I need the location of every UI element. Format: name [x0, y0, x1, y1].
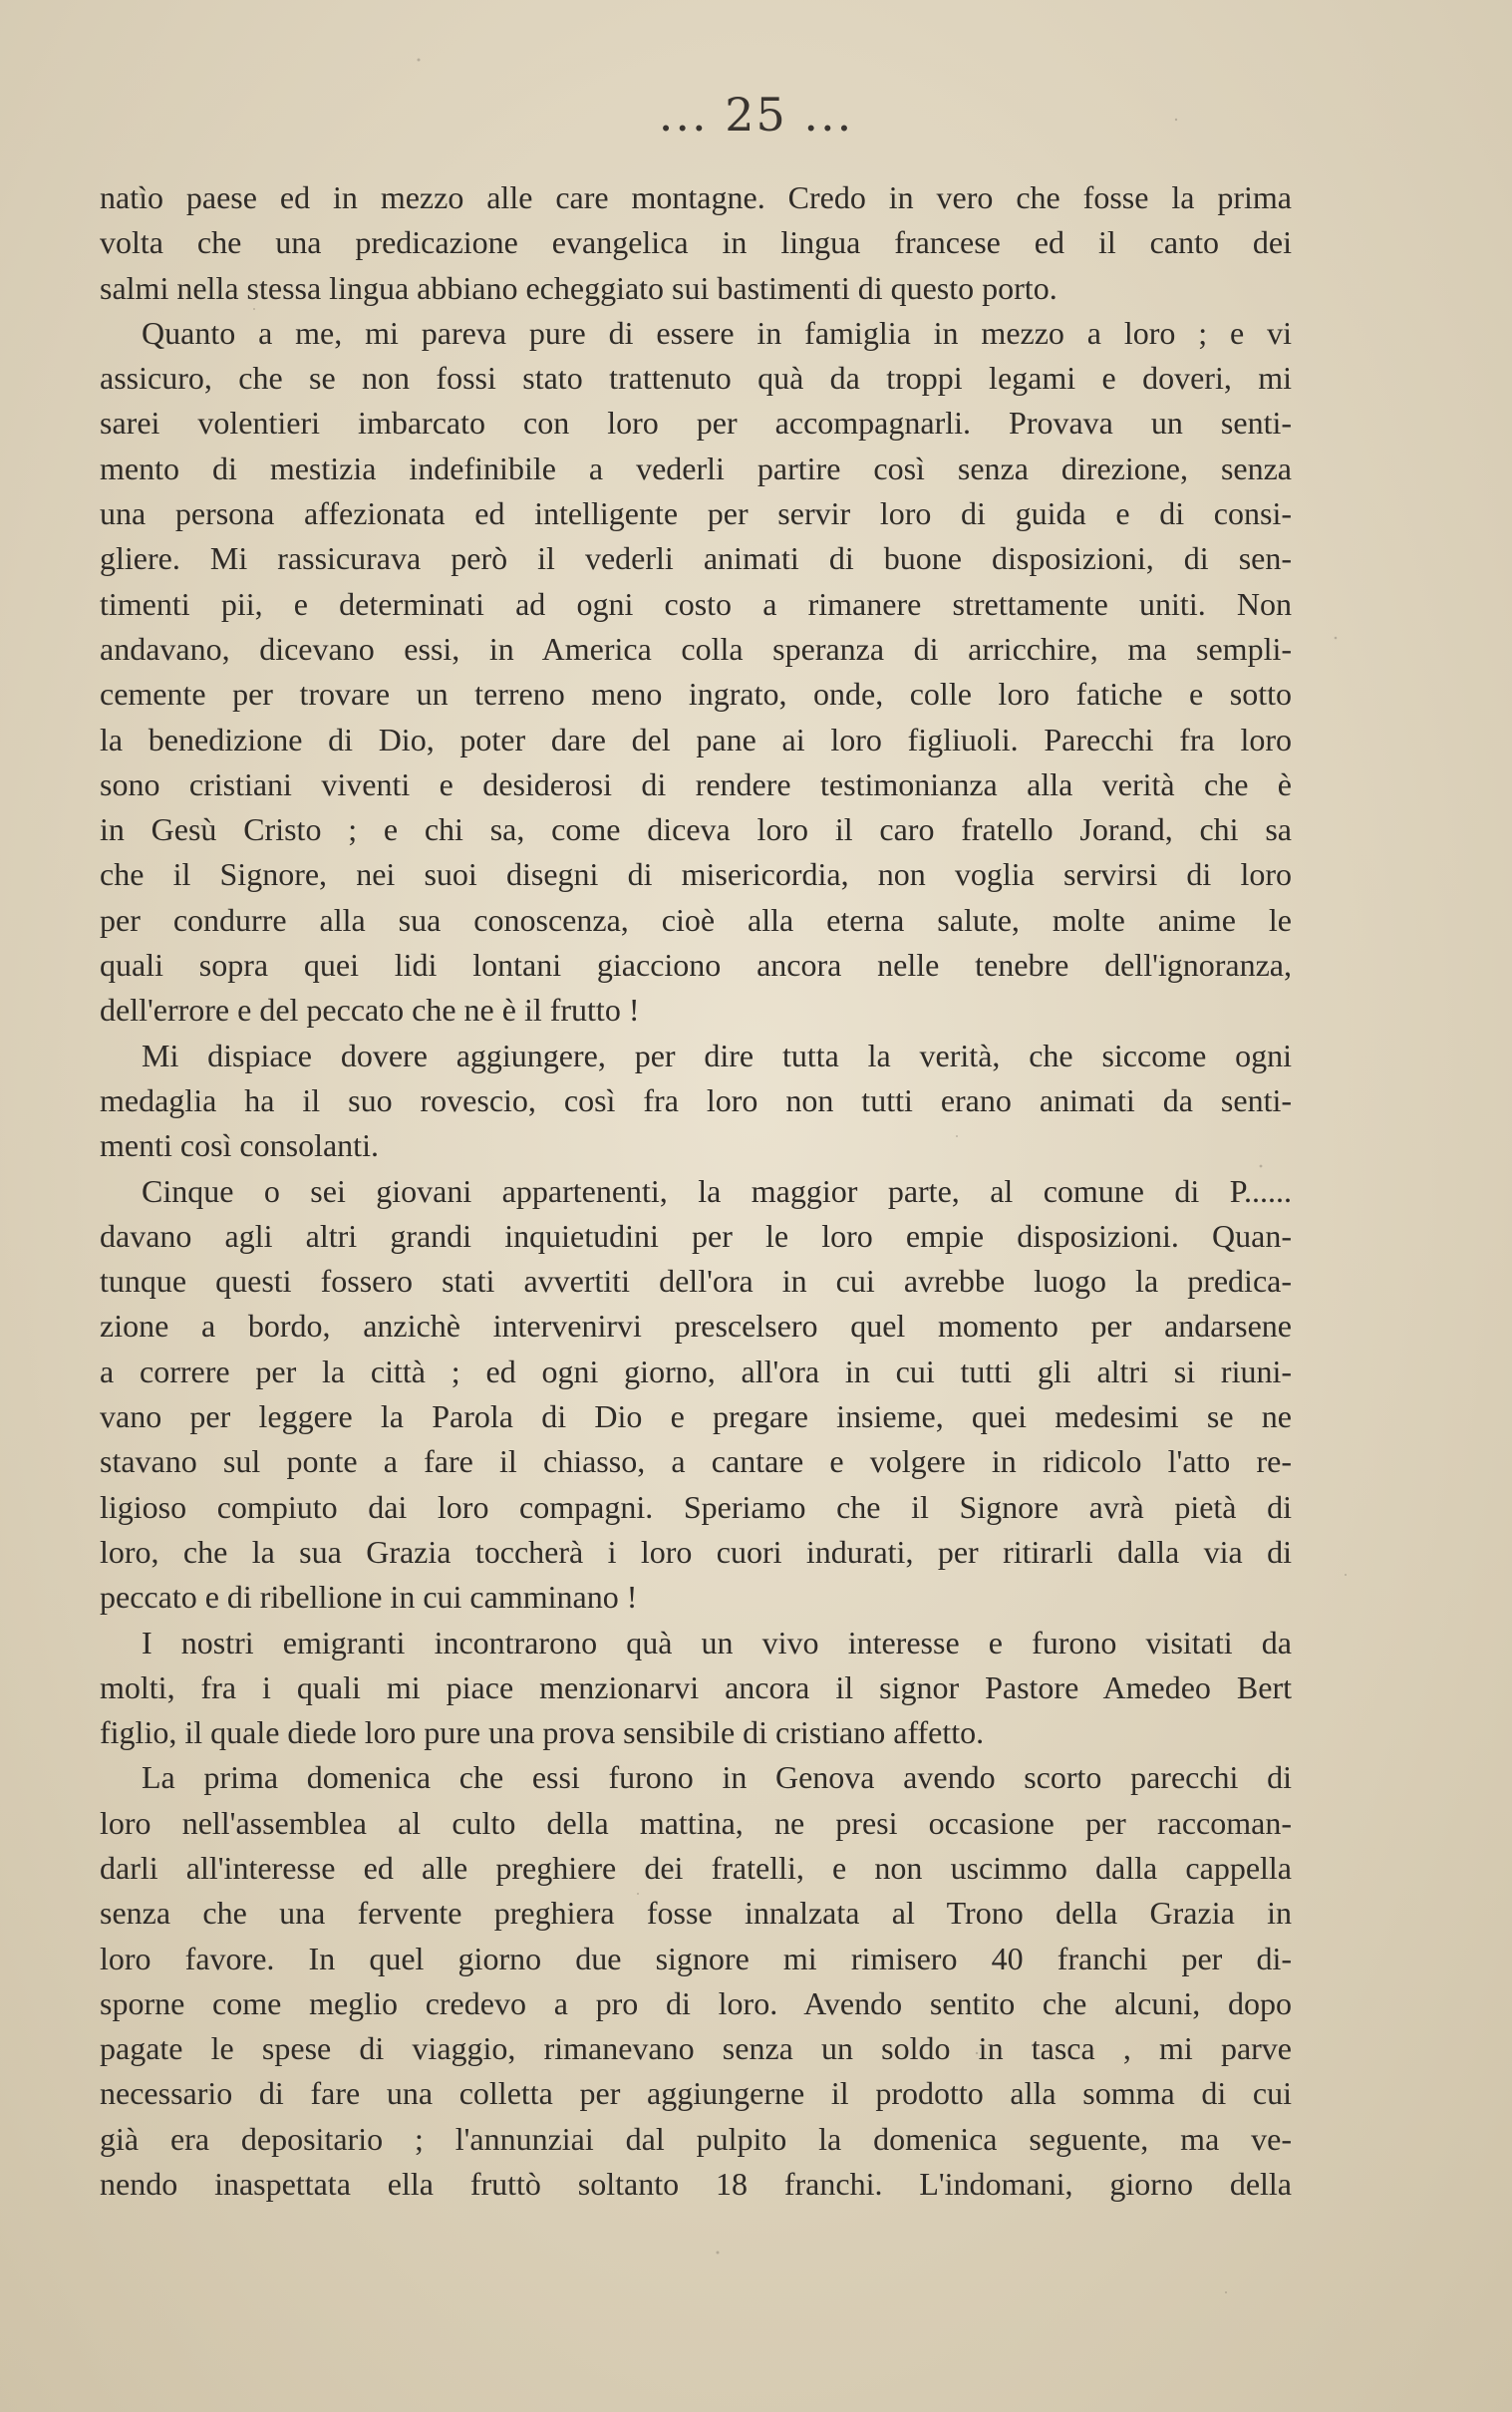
text-line: sporne come meglio credevo a pro di loro. Avendo sentito che alcuni, dopo — [100, 1984, 1292, 2021]
text-line: quali sopra quei lidi lontani giacciono ancora nelle tenebre dell'ignoranza, — [100, 947, 1292, 984]
text-line: assicuro, che se non fossi stato trattenuto quà da troppi legami e doveri, mi — [100, 360, 1292, 397]
text-line: timenti pii, e determinati ad ogni costo a rimanere strettamente uniti. Non — [100, 585, 1292, 622]
body-text — [100, 175, 1292, 2207]
text-line: molti, fra i quali mi piace menzionarvi ancora il signor Pastore Amedeo Bert — [100, 1668, 1292, 1705]
text-line: salmi nella stessa lingua abbiano echeggiato sui bastimenti di questo porto. — [100, 269, 1058, 306]
text-line: vano per leggere la Parola di Dio e pregare insieme, quei medesimi se ne — [100, 1398, 1292, 1435]
text-line: cemente per trovare un terreno meno ingrato, onde, colle loro fatiche e sotto — [100, 676, 1292, 713]
text-line: mento di mestizia indefinibile a vederli partire così senza direzione, senza — [100, 450, 1292, 486]
text-line: sono cristiani viventi e desiderosi di rendere testimonianza alla verità che è — [100, 765, 1292, 802]
text-line: per condurre alla sua conoscenza, cioè alla eterna salute, molte anime le — [100, 901, 1292, 938]
text-line: la benedizione di Dio, poter dare del pane ai loro figliuoli. Parecchi fra loro — [100, 721, 1292, 757]
text-line: tunque questi fossero stati avvertiti dell'ora in cui avrebbe luogo la predica- — [100, 1263, 1292, 1300]
text-line: sarei volentieri imbarcato con loro per accompagnarli. Provava un senti- — [100, 405, 1292, 442]
text-line: dell'errore e del peccato che ne è il frutto ! — [100, 992, 640, 1029]
text-line: senza che una fervente preghiera fosse innalzata al Trono della Grazia in — [100, 1895, 1292, 1932]
text-line: in Gesù Cristo ; e chi sa, come diceva loro il caro fratello Jorand, chi sa — [100, 811, 1292, 848]
text-line: pagate le spese di viaggio, rimanevano senza un soldo in tasca , mi parve — [100, 2030, 1292, 2067]
text-line: volta che una predicazione evangelica in lingua francese ed il canto dei — [100, 224, 1292, 261]
text-line: peccato e di ribellione in cui camminano ! — [100, 1579, 638, 1616]
text-line: che il Signore, nei suoi disegni di misericordia, non voglia servirsi di loro — [100, 856, 1292, 893]
text-line: I nostri emigranti incontrarono quà un vivo interesse e furono visitati da — [142, 1624, 1292, 1660]
text-line: La prima domenica che essi furono in Genova avendo scorto parecchi di — [142, 1759, 1292, 1796]
text-line: andavano, dicevano essi, in America colla speranza di arricchire, ma sempli- — [100, 630, 1292, 667]
text-line: ligioso compiuto dai loro compagni. Speriamo che il Signore avrà pietà di — [100, 1488, 1292, 1525]
text-line: darli all'interesse ed alle preghiere dei fratelli, e non uscimmo dalla cappella — [100, 1849, 1292, 1886]
text-line: gliere. Mi rassicurava però il vederli animati di buone disposizioni, di sen- — [100, 540, 1292, 577]
text-line: nendo inaspettata ella fruttò soltanto 18 franchi. L'indomani, giorno della — [100, 2166, 1292, 2203]
text-line: necessario di fare una colletta per aggiungerne il prodotto alla somma di cui — [100, 2075, 1292, 2112]
text-line: loro favore. In quel giorno due signore mi rimisero 40 franchi per di- — [100, 1940, 1292, 1976]
text-line: Mi dispiace dovere aggiungere, per dire tutta la verità, che siccome ogni — [142, 1037, 1292, 1073]
text-line: figlio, il quale diede loro pure una prova sensibile di cristiano affetto. — [100, 1714, 985, 1751]
text-line: loro, che la sua Grazia toccherà i loro cuori indurati, per ritirarli dalla via di — [100, 1533, 1292, 1570]
text-line: Cinque o sei giovani appartenenti, la maggior parte, al comune di P...... — [142, 1172, 1292, 1209]
text-line: già era depositario ; l'annunziai dal pulpito la domenica seguente, ma ve- — [100, 2120, 1292, 2157]
text-line: loro nell'assemblea al culto della mattina, ne presi occasione per raccoman- — [100, 1804, 1292, 1841]
text-line: medaglia ha il suo rovescio, così fra loro non tutti erano animati da senti- — [100, 1081, 1292, 1118]
text-line: natìo paese ed in mezzo alle care montagne. Credo in vero che fosse la prima — [100, 179, 1292, 215]
text-line: stavano sul ponte a fare il chiasso, a cantare e volgere in ridicolo l'atto re- — [100, 1443, 1292, 1480]
text-line: una persona affezionata ed intelligente per servir loro di guida e di consi- — [100, 495, 1292, 532]
text-line: a correre per la città ; ed ogni giorno, all'ora in cui tutti gli altri si riuni- — [100, 1353, 1292, 1389]
text-line: davano agli altri grandi inquietudini per le loro empie disposizioni. Quan- — [100, 1217, 1292, 1254]
text-line: Quanto a me, mi pareva pure di essere in famiglia in mezzo a loro ; e vi — [142, 314, 1292, 351]
text-line: zione a bordo, anzichè intervenirvi prescelsero quel momento per andarsene — [100, 1308, 1292, 1345]
text-line: menti così consolanti. — [100, 1127, 379, 1164]
page-number: ... 25 ... — [658, 88, 854, 142]
